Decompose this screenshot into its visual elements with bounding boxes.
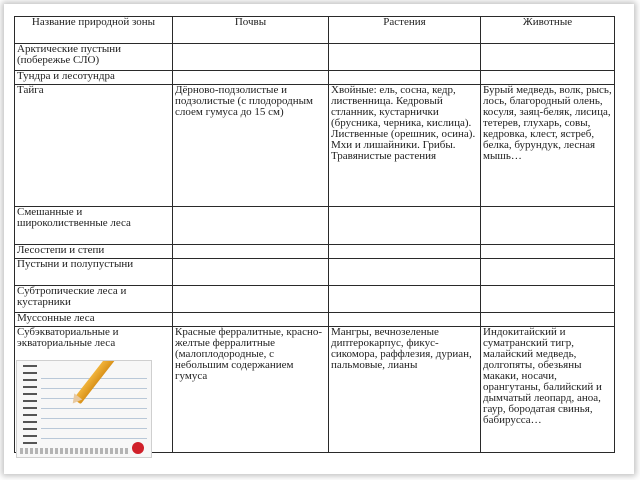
zone-cell: Арктические пустыни (побережье СЛО): [15, 44, 173, 71]
plants-cell: [329, 313, 481, 327]
table-row: [15, 85, 615, 207]
document-sheet: [4, 4, 634, 474]
header-plants: Растения: [329, 17, 481, 44]
image-caption-decoration: [20, 448, 128, 454]
soils-cell: [173, 44, 329, 71]
table-row: [15, 245, 615, 259]
soils-cell: [173, 259, 329, 286]
header-soils: Почвы: [173, 17, 329, 44]
zone-cell: Лесостепи и степи: [15, 245, 173, 259]
animals-cell: [481, 259, 615, 286]
soils-cell: [173, 71, 329, 85]
zone-cell: Муссонные леса: [15, 313, 173, 327]
table-row: [15, 313, 615, 327]
table-row: [15, 207, 615, 245]
plants-cell: Мангры, вечнозеленые диптерокарпус, фикус-сикомора, раффлезия, дуриан, пальмовые, лианы: [329, 327, 481, 453]
plants-cell: [329, 286, 481, 313]
animals-cell: [481, 286, 615, 313]
zone-cell: Пустыни и полупустыни: [15, 259, 173, 286]
table-row: [15, 259, 615, 286]
animals-cell: [481, 245, 615, 259]
soils-cell: [173, 286, 329, 313]
plants-cell: [329, 259, 481, 286]
notebook-rings: [23, 365, 37, 449]
soils-cell: [173, 313, 329, 327]
table-row: [15, 44, 615, 71]
zone-cell: Субтропические леса и кустарники: [15, 286, 173, 313]
soils-cell: [173, 207, 329, 245]
zone-cell: Тундра и лесотундра: [15, 71, 173, 85]
animals-cell: [481, 207, 615, 245]
plants-cell: Хвойные: ель, сосна, кедр, лиственница. Кедровый стланник, кустарнички (брусника, черника, кислица). Лиственные (орешник, осина). Мхи и лишайники. Грибы. Травянистые растения: [329, 85, 481, 207]
zone-cell: Тайга: [15, 85, 173, 207]
header-zone: Название природной зоны: [15, 17, 173, 44]
notebook-pencil-image: [16, 360, 152, 458]
plants-cell: [329, 207, 481, 245]
animals-cell: [481, 44, 615, 71]
plants-cell: [329, 44, 481, 71]
soils-cell: [173, 245, 329, 259]
animals-cell: Индокитайский и суматранский тигр, малайский медведь, долгопяты, обезьяны макаки, носачи, орангутаны, балийский и дымчатый леопард, аноа, гаур, бородатая свинья, бабирусса…: [481, 327, 615, 453]
plants-cell: [329, 245, 481, 259]
animals-cell: [481, 313, 615, 327]
zone-cell: Субэкваториальные и экваториальные леса: [15, 327, 173, 453]
soils-cell: Дёрново-подзолистые и подзолистые (с плодородным слоем гумуса до 15 см): [173, 85, 329, 207]
logo-icon: [132, 442, 144, 454]
animals-cell: [481, 71, 615, 85]
header-animals: Животные: [481, 17, 615, 44]
table-row: [15, 71, 615, 85]
soils-cell: Красные ферралитные, красно-желтые ферралитные (малоплодородные, с небольшим содержанием гумуса: [173, 327, 329, 453]
plants-cell: [329, 71, 481, 85]
table-header-row: [15, 17, 615, 44]
zone-cell: Смешанные и широколиственные леса: [15, 207, 173, 245]
table-row: [15, 286, 615, 313]
animals-cell: Бурый медведь, волк, рысь, лось, благородный олень, косуля, заяц-беляк, лисица, тетерев, глухарь, совы, кедровка, клест, ястреб, белка, бурундук, лесная мышь…: [481, 85, 615, 207]
